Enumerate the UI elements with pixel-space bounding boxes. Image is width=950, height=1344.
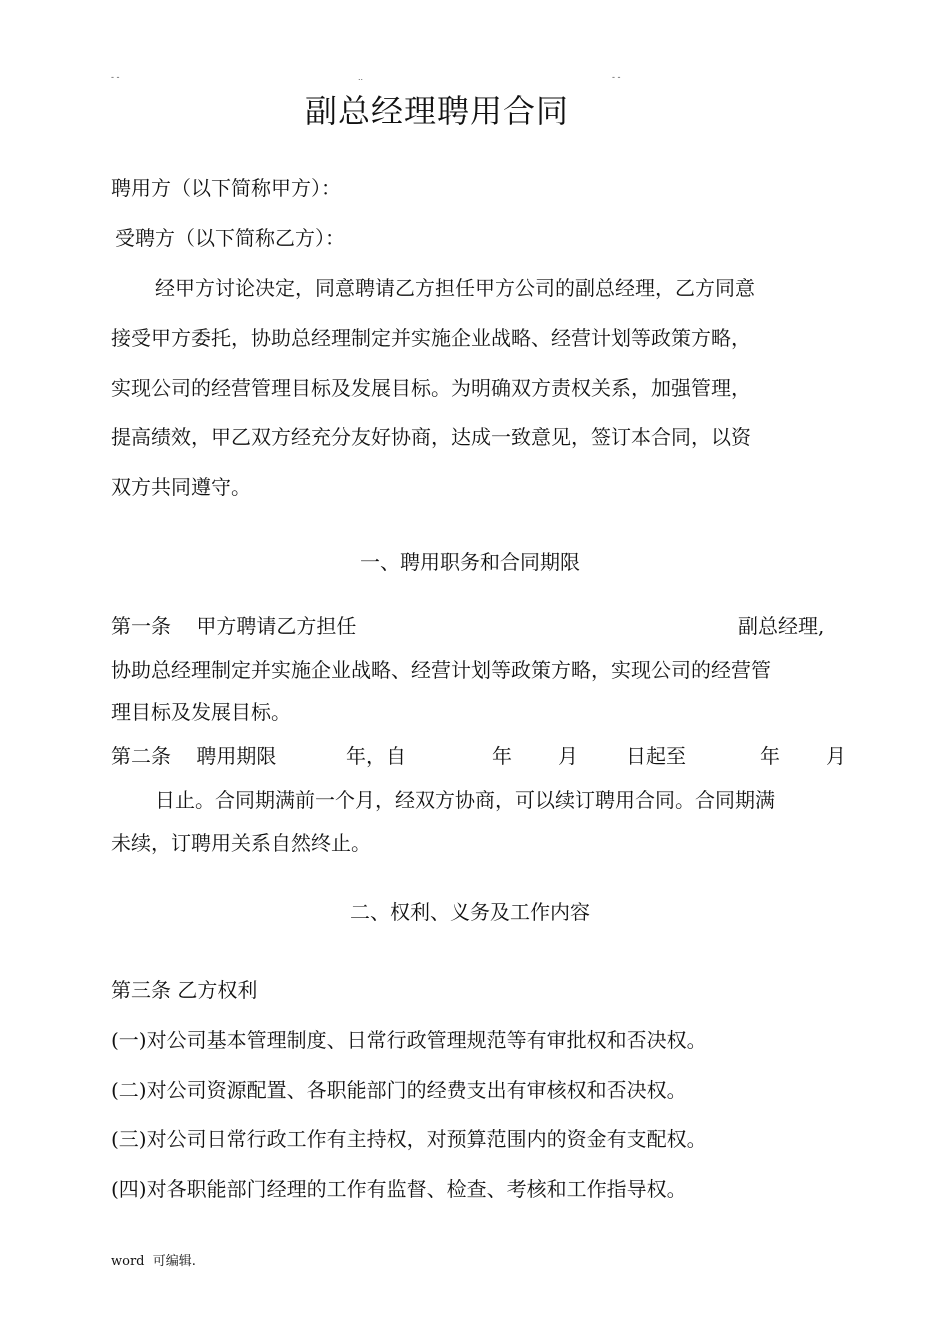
- article2-end-month: 月: [826, 744, 846, 768]
- intro-line-4: 提高绩效，甲乙双方经充分友好协商，达成一致意见，签订本合同，以资: [111, 425, 751, 449]
- article2-year-label: 年: [492, 744, 512, 768]
- footer-note: word 可编辑.: [111, 1254, 196, 1269]
- header-mark-center: ..: [358, 72, 364, 82]
- right-item-2: (二)对公司资源配置、各职能部门的经费支出有审核权和否决权。: [111, 1078, 687, 1102]
- article2-end-year: 年: [760, 744, 780, 768]
- right-item-1: (一)对公司基本管理制度、日常行政管理规范等有审批权和否决权。: [111, 1028, 707, 1052]
- document-title: 副总经理聘用合同: [304, 92, 569, 130]
- header-mark-right: - -: [612, 72, 621, 82]
- article2-line-1: 日止。合同期满前一个月，经双方协商，可以续订聘用合同。合同期满: [155, 788, 775, 812]
- article2-lead: 第二条 聘用期限: [111, 744, 277, 768]
- article3-lead: 第三条 乙方权利: [111, 978, 258, 1002]
- right-item-4: (四)对各职能部门经理的工作有监督、检查、考核和工作指导权。: [111, 1177, 687, 1201]
- article1-line-2: 理目标及发展目标。: [111, 700, 291, 724]
- intro-line-1: 经甲方讨论决定，同意聘请乙方担任甲方公司的副总经理，乙方同意: [155, 276, 755, 300]
- article1-line-1: 协助总经理制定并实施企业战略、经营计划等政策方略，实现公司的经营管: [111, 658, 771, 682]
- article2-day-until: 日起至: [626, 744, 686, 768]
- article2-month-label: 月: [558, 744, 578, 768]
- header-mark-left: - -: [111, 72, 120, 82]
- article2-line-2: 未续，订聘用关系自然终止。: [111, 831, 371, 855]
- section1-heading: 一、聘用职务和合同期限: [360, 550, 580, 574]
- section2-heading: 二、权利、义务及工作内容: [350, 900, 590, 924]
- article2-year-from: 年，自: [346, 744, 406, 768]
- employer-line: 聘用方（以下简称甲方）：: [111, 176, 341, 200]
- article1-lead: 第一条 甲方聘请乙方担任: [111, 614, 357, 638]
- intro-line-2: 接受甲方委托，协助总经理制定并实施企业战略、经营计划等政策方略，: [111, 326, 751, 350]
- article1-position: 副总经理,: [738, 614, 825, 638]
- intro-line-5: 双方共同遵守。: [111, 475, 251, 499]
- right-item-3: (三)对公司日常行政工作有主持权，对预算范围内的资金有支配权。: [111, 1127, 707, 1151]
- intro-line-3: 实现公司的经营管理目标及发展目标。为明确双方责权关系，加强管理，: [111, 376, 751, 400]
- employee-line: 受聘方（以下简称乙方）：: [115, 226, 345, 250]
- header-marks: [0, 72, 950, 86]
